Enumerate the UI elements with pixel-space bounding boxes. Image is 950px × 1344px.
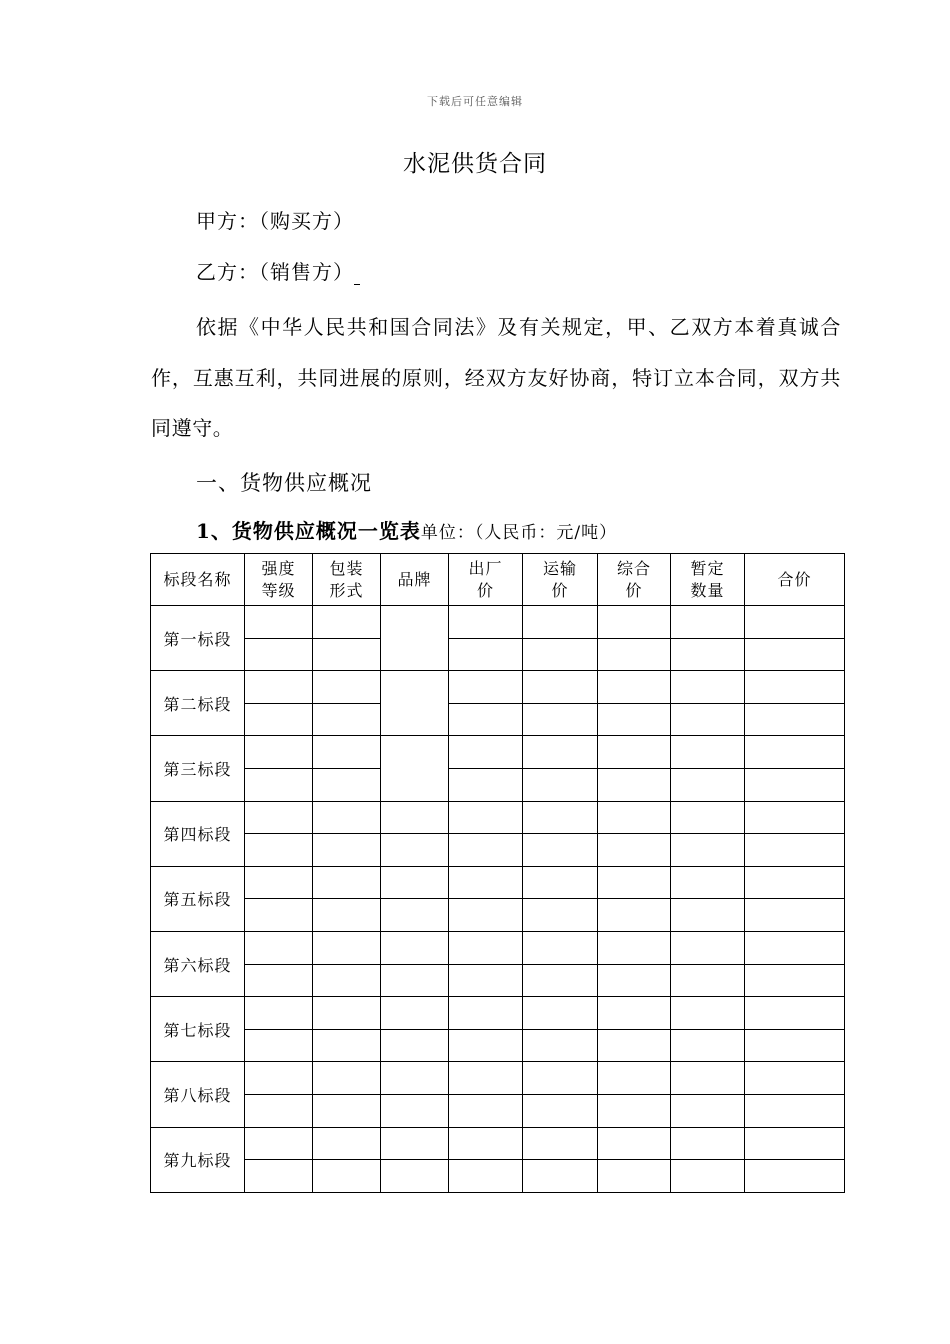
total-price-cell[interactable] xyxy=(745,1160,845,1193)
quantity-cell[interactable] xyxy=(671,703,745,736)
total-price-cell[interactable] xyxy=(745,997,845,1030)
segment-name-cell: 第四标段 xyxy=(151,801,245,866)
column-header-text: 强度 xyxy=(261,558,296,578)
factory-price-cell[interactable] xyxy=(449,768,523,801)
combined-price-cell[interactable] xyxy=(598,801,671,834)
factory-price-cell[interactable] xyxy=(449,834,523,867)
party-b-blank xyxy=(354,266,360,285)
column-header-text: 合价 xyxy=(777,569,812,589)
brand-cell[interactable] xyxy=(381,1062,449,1095)
table-row xyxy=(151,768,845,801)
factory-price-cell[interactable] xyxy=(449,606,523,639)
total-price-cell[interactable] xyxy=(745,638,845,671)
strength-grade-cell[interactable] xyxy=(245,768,313,801)
quantity-cell[interactable] xyxy=(671,1160,745,1193)
total-price-cell[interactable] xyxy=(745,736,845,769)
column-header xyxy=(245,554,313,606)
column-header-text: 价 xyxy=(625,580,643,600)
column-header-text: 品牌 xyxy=(397,569,432,589)
brand-cell[interactable] xyxy=(381,801,449,834)
table-row xyxy=(151,1062,845,1095)
factory-price-cell[interactable] xyxy=(449,931,523,964)
quantity-cell[interactable] xyxy=(671,997,745,1030)
strength-grade-cell[interactable] xyxy=(245,931,313,964)
transport-price-cell[interactable] xyxy=(523,834,598,867)
column-header xyxy=(313,554,381,606)
transport-price-cell[interactable] xyxy=(523,606,598,639)
strength-grade-cell[interactable] xyxy=(245,899,313,932)
combined-price-cell[interactable] xyxy=(598,1094,671,1127)
packaging-cell[interactable] xyxy=(313,1062,381,1095)
transport-price-cell[interactable] xyxy=(523,671,598,704)
packaging-cell[interactable] xyxy=(313,997,381,1030)
table-row xyxy=(151,834,845,867)
supply-table xyxy=(150,553,845,1193)
table-unit-note: 单位：（人民币：元/吨） xyxy=(420,523,618,543)
party-b-line xyxy=(196,256,360,285)
combined-price-cell[interactable] xyxy=(598,736,671,769)
column-header-text: 标段名称 xyxy=(163,569,232,589)
column-header-text: 价 xyxy=(551,580,569,600)
table-row xyxy=(151,997,845,1030)
table-row xyxy=(151,703,845,736)
column-header xyxy=(523,554,598,606)
quantity-cell[interactable] xyxy=(671,801,745,834)
brand-cell[interactable] xyxy=(381,1160,449,1193)
quantity-cell[interactable] xyxy=(671,1127,745,1160)
factory-price-cell[interactable] xyxy=(449,736,523,769)
table-row xyxy=(151,1160,845,1193)
total-price-cell[interactable] xyxy=(745,703,845,736)
factory-price-cell[interactable] xyxy=(449,866,523,899)
strength-grade-cell[interactable] xyxy=(245,997,313,1030)
packaging-cell[interactable] xyxy=(313,899,381,932)
packaging-cell[interactable] xyxy=(313,964,381,997)
party-a-line xyxy=(196,205,354,234)
intro-paragraph: 依据《中华人民共和国合同法》及有关规定，甲、乙双方本着真诚合作，互惠互利，共同进展的原则，经双方友好协商，特订立本合同，双方共同遵守。 xyxy=(151,315,841,440)
transport-price-cell[interactable] xyxy=(523,964,598,997)
brand-cell[interactable] xyxy=(381,1094,449,1127)
packaging-cell[interactable] xyxy=(313,801,381,834)
transport-price-cell[interactable] xyxy=(523,801,598,834)
quantity-cell[interactable] xyxy=(671,931,745,964)
column-header-text: 数量 xyxy=(690,580,725,600)
total-price-cell[interactable] xyxy=(745,834,845,867)
total-price-cell[interactable] xyxy=(745,964,845,997)
column-header xyxy=(745,554,845,606)
total-price-cell[interactable] xyxy=(745,671,845,704)
column-header-text: 综合 xyxy=(616,558,651,578)
factory-price-cell[interactable] xyxy=(449,997,523,1030)
strength-grade-cell[interactable] xyxy=(245,834,313,867)
strength-grade-cell[interactable] xyxy=(245,1127,313,1160)
total-price-cell[interactable] xyxy=(745,606,845,639)
packaging-cell[interactable] xyxy=(313,1029,381,1062)
table-row xyxy=(151,1029,845,1062)
column-header-text: 等级 xyxy=(261,580,296,600)
factory-price-cell[interactable] xyxy=(449,1127,523,1160)
table-row xyxy=(151,964,845,997)
packaging-cell[interactable] xyxy=(313,1094,381,1127)
table-row xyxy=(151,638,845,671)
strength-grade-cell[interactable] xyxy=(245,736,313,769)
quantity-cell[interactable] xyxy=(671,964,745,997)
brand-cell[interactable] xyxy=(381,736,449,801)
table-row xyxy=(151,736,845,769)
section-heading: 一、货物供应概况 xyxy=(196,471,372,495)
document-title: 水泥供货合同 xyxy=(403,151,547,177)
transport-price-cell[interactable] xyxy=(523,1029,598,1062)
factory-price-cell[interactable] xyxy=(449,638,523,671)
table-row xyxy=(151,931,845,964)
total-price-cell[interactable] xyxy=(745,1029,845,1062)
table-row xyxy=(151,671,845,704)
combined-price-cell[interactable] xyxy=(598,931,671,964)
factory-price-cell[interactable] xyxy=(449,899,523,932)
strength-grade-cell[interactable] xyxy=(245,1160,313,1193)
transport-price-cell[interactable] xyxy=(523,736,598,769)
header-note: 下载后可任意编辑 xyxy=(427,95,523,108)
combined-price-cell[interactable] xyxy=(598,964,671,997)
factory-price-cell[interactable] xyxy=(449,1029,523,1062)
strength-grade-cell[interactable] xyxy=(245,671,313,704)
strength-grade-cell[interactable] xyxy=(245,638,313,671)
factory-price-cell[interactable] xyxy=(449,1094,523,1127)
packaging-cell[interactable] xyxy=(313,638,381,671)
combined-price-cell[interactable] xyxy=(598,1160,671,1193)
transport-price-cell[interactable] xyxy=(523,703,598,736)
table-caption-title: 1、货物供应概况一览表 xyxy=(196,519,421,543)
transport-price-cell[interactable] xyxy=(523,638,598,671)
quantity-cell[interactable] xyxy=(671,1094,745,1127)
strength-grade-cell[interactable] xyxy=(245,606,313,639)
table-body xyxy=(151,606,845,1193)
segment-name-cell: 第九标段 xyxy=(151,1127,245,1192)
brand-cell[interactable] xyxy=(381,1127,449,1160)
table-row xyxy=(151,1094,845,1127)
combined-price-cell[interactable] xyxy=(598,606,671,639)
brand-cell[interactable] xyxy=(381,834,449,867)
column-header-text: 形式 xyxy=(329,580,364,600)
column-header-text: 出厂 xyxy=(468,558,503,578)
segment-name-cell: 第八标段 xyxy=(151,1062,245,1127)
total-price-cell[interactable] xyxy=(745,1127,845,1160)
strength-grade-cell[interactable] xyxy=(245,1029,313,1062)
column-header-text: 价 xyxy=(476,580,494,600)
strength-grade-cell[interactable] xyxy=(245,703,313,736)
brand-cell[interactable] xyxy=(381,997,449,1030)
packaging-cell[interactable] xyxy=(313,703,381,736)
transport-price-cell[interactable] xyxy=(523,866,598,899)
quantity-cell[interactable] xyxy=(671,834,745,867)
factory-price-cell[interactable] xyxy=(449,671,523,704)
table-row xyxy=(151,866,845,899)
strength-grade-cell[interactable] xyxy=(245,1094,313,1127)
factory-price-cell[interactable] xyxy=(449,964,523,997)
strength-grade-cell[interactable] xyxy=(245,801,313,834)
table-row xyxy=(151,606,845,639)
table-row xyxy=(151,1127,845,1160)
combined-price-cell[interactable] xyxy=(598,1062,671,1095)
combined-price-cell[interactable] xyxy=(598,1029,671,1062)
brand-cell[interactable] xyxy=(381,1029,449,1062)
transport-price-cell[interactable] xyxy=(523,1160,598,1193)
factory-price-cell[interactable] xyxy=(449,1062,523,1095)
column-header-text: 暂定 xyxy=(690,558,725,578)
total-price-cell[interactable] xyxy=(745,1062,845,1095)
segment-name-cell: 第一标段 xyxy=(151,606,245,671)
total-price-cell[interactable] xyxy=(745,931,845,964)
transport-price-cell[interactable] xyxy=(523,768,598,801)
transport-price-cell[interactable] xyxy=(523,997,598,1030)
party-b-label: 乙方：（销售方） xyxy=(196,260,354,284)
combined-price-cell[interactable] xyxy=(598,834,671,867)
packaging-cell[interactable] xyxy=(313,866,381,899)
total-price-cell[interactable] xyxy=(745,801,845,834)
quantity-cell[interactable] xyxy=(671,1029,745,1062)
total-price-cell[interactable] xyxy=(745,866,845,899)
brand-cell[interactable] xyxy=(381,899,449,932)
transport-price-cell[interactable] xyxy=(523,899,598,932)
quantity-cell[interactable] xyxy=(671,671,745,704)
combined-price-cell[interactable] xyxy=(598,638,671,671)
quantity-cell[interactable] xyxy=(671,736,745,769)
packaging-cell[interactable] xyxy=(313,931,381,964)
packaging-cell[interactable] xyxy=(313,1160,381,1193)
quantity-cell[interactable] xyxy=(671,1062,745,1095)
segment-name-cell: 第三标段 xyxy=(151,736,245,801)
column-header xyxy=(381,554,449,606)
table-header xyxy=(151,554,845,606)
strength-grade-cell[interactable] xyxy=(245,1062,313,1095)
column-header xyxy=(151,554,245,606)
combined-price-cell[interactable] xyxy=(598,997,671,1030)
packaging-cell[interactable] xyxy=(313,768,381,801)
transport-price-cell[interactable] xyxy=(523,931,598,964)
segment-name-cell: 第六标段 xyxy=(151,931,245,996)
factory-price-cell[interactable] xyxy=(449,801,523,834)
party-a-label: 甲方：（购买方） xyxy=(196,209,354,233)
strength-grade-cell[interactable] xyxy=(245,964,313,997)
quantity-cell[interactable] xyxy=(671,866,745,899)
total-price-cell[interactable] xyxy=(745,899,845,932)
column-header xyxy=(598,554,671,606)
brand-cell[interactable] xyxy=(381,964,449,997)
brand-cell[interactable] xyxy=(381,866,449,899)
transport-price-cell[interactable] xyxy=(523,1094,598,1127)
packaging-cell[interactable] xyxy=(313,671,381,704)
quantity-cell[interactable] xyxy=(671,606,745,639)
column-header-text: 运输 xyxy=(542,558,577,578)
total-price-cell[interactable] xyxy=(745,768,845,801)
combined-price-cell[interactable] xyxy=(598,866,671,899)
combined-price-cell[interactable] xyxy=(598,768,671,801)
factory-price-cell[interactable] xyxy=(449,1160,523,1193)
packaging-cell[interactable] xyxy=(313,736,381,769)
quantity-cell[interactable] xyxy=(671,638,745,671)
transport-price-cell[interactable] xyxy=(523,1062,598,1095)
strength-grade-cell[interactable] xyxy=(245,866,313,899)
segment-name-cell: 第七标段 xyxy=(151,997,245,1062)
column-header-text: 包装 xyxy=(329,558,364,578)
segment-name-cell: 第五标段 xyxy=(151,866,245,931)
table-header-row xyxy=(151,554,845,606)
quantity-cell[interactable] xyxy=(671,768,745,801)
table-caption xyxy=(196,515,617,544)
combined-price-cell[interactable] xyxy=(598,1127,671,1160)
segment-name-cell: 第二标段 xyxy=(151,671,245,736)
table-row xyxy=(151,801,845,834)
table-row xyxy=(151,899,845,932)
brand-cell[interactable] xyxy=(381,931,449,964)
packaging-cell[interactable] xyxy=(313,834,381,867)
total-price-cell[interactable] xyxy=(745,1094,845,1127)
column-header xyxy=(449,554,523,606)
brand-cell[interactable] xyxy=(381,671,449,736)
brand-cell[interactable] xyxy=(381,606,449,671)
packaging-cell[interactable] xyxy=(313,606,381,639)
quantity-cell[interactable] xyxy=(671,899,745,932)
combined-price-cell[interactable] xyxy=(598,703,671,736)
factory-price-cell[interactable] xyxy=(449,703,523,736)
combined-price-cell[interactable] xyxy=(598,671,671,704)
packaging-cell[interactable] xyxy=(313,1127,381,1160)
column-header xyxy=(671,554,745,606)
combined-price-cell[interactable] xyxy=(598,899,671,932)
transport-price-cell[interactable] xyxy=(523,1127,598,1160)
